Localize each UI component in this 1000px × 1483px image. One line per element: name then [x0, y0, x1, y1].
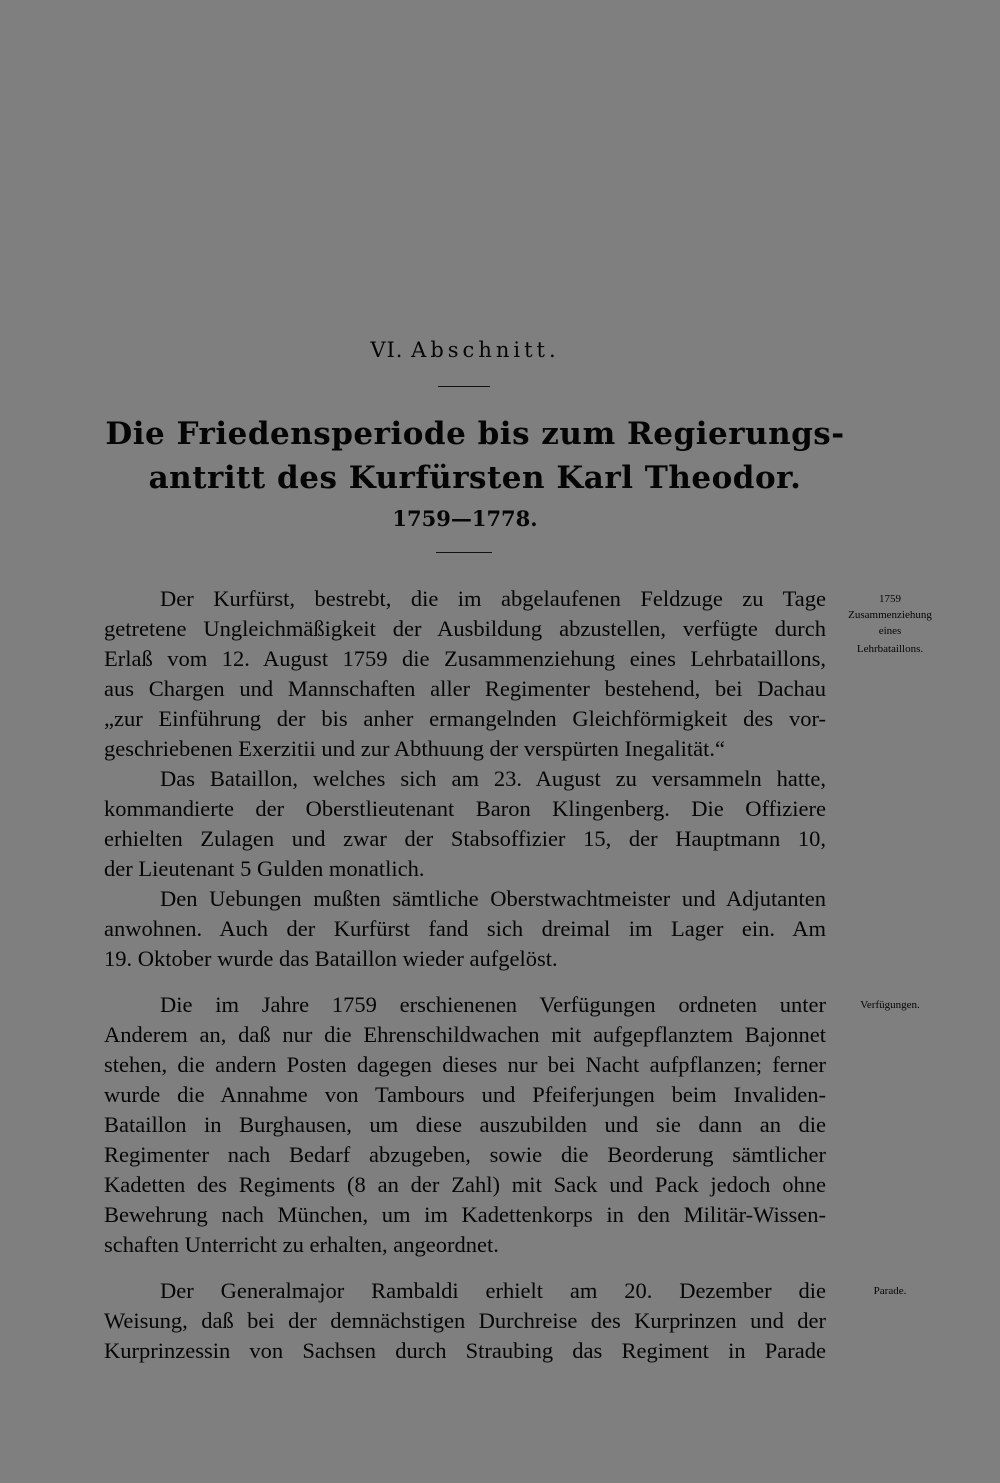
- margin-note-line: Zusammenziehung: [848, 609, 932, 621]
- margin-note-line: eines: [878, 625, 902, 637]
- margin-note-parade: Parade.: [873, 1285, 907, 1297]
- section-label: Abschnitt.: [411, 338, 560, 362]
- text-line: aus Chargen und Mannschaften aller Regimenter bestehend, bei Dachau: [104, 676, 826, 701]
- text-line: getretene Ungleichmäßigkeit der Ausbildung abzustellen, verfügte durch: [104, 616, 826, 641]
- text-line: Kadetten des Regiments (8 an der Zahl) mit Sack und Pack jedoch ohne: [104, 1172, 826, 1197]
- text-line: Erlaß vom 12. August 1759 die Zusammenziehung eines Lehrbataillons,: [104, 646, 826, 671]
- text-line: stehen, die andern Posten dagegen dieses nur bei Nacht aufpflanzen; ferner: [104, 1052, 826, 1077]
- paragraph-4: [104, 990, 826, 1260]
- chapter-title-line-2: antritt des Kurfürsten Karl Theodor.: [148, 460, 802, 496]
- text-line: Anderem an, daß nur die Ehrenschildwachen mit aufgepflanztem Bajonnet: [104, 1022, 826, 1047]
- divider-bottom: [436, 552, 492, 553]
- paragraph-2: [104, 764, 826, 884]
- text-line: Den Uebungen mußten sämtliche Oberstwachtmeister und Adjutanten: [160, 886, 826, 911]
- text-line: Bewehrung nach München, um im Kadettenkorps in den Militär-Wissen-: [104, 1202, 826, 1227]
- section-number: VI.: [370, 338, 404, 362]
- text-line: Regimenter nach Bedarf abzugeben, sowie die Beorderung sämtlicher: [104, 1142, 826, 1167]
- text-line: „zur Einführung der bis anher ermangelnden Gleichförmigkeit des vor-: [104, 706, 826, 731]
- text-line: kommandierte der Oberstlieutenant Baron Klingenberg. Die Offiziere: [104, 796, 826, 821]
- paragraph-1: [104, 584, 826, 764]
- text-line: Weisung, daß bei der demnächstigen Durchreise des Kurprinzen und der: [104, 1308, 826, 1333]
- margin-note-year: 1759: [879, 593, 901, 605]
- margin-note-lehrbataillon: [835, 589, 945, 659]
- margin-note-line: Lehrbataillons.: [856, 643, 924, 655]
- chapter-title: [60, 412, 890, 500]
- text-line: Die im Jahre 1759 erschienenen Verfügungen ordneten unter: [160, 992, 826, 1017]
- text-line: geschriebenen Exerzitii und zur Abthuung der verspürten Inegalität.“: [104, 736, 726, 761]
- text-line: der Lieutenant 5 Gulden monatlich.: [104, 856, 425, 881]
- paragraph-3: [104, 884, 826, 974]
- text-line: Bataillon in Burghausen, um diese auszubilden und sie dann an die: [104, 1112, 826, 1137]
- text-line: Der Generalmajor Rambaldi erhielt am 20. Dezember die: [160, 1278, 826, 1303]
- text-line: wurde die Annahme von Tambours und Pfeiferjungen beim Invaliden-: [104, 1082, 826, 1107]
- text-line: schaften Unterricht zu erhalten, angeordnet.: [104, 1232, 499, 1257]
- text-line: anwohnen. Auch der Kurfürst fand sich dreimal im Lager ein. Am: [104, 916, 826, 941]
- divider-top: [438, 386, 490, 387]
- chapter-title-line-1: Die Friedensperiode bis zum Regierungs-: [105, 416, 845, 452]
- text-line: Kurprinzessin von Sachsen durch Straubing das Regiment in Parade: [104, 1338, 826, 1363]
- paragraph-5: [104, 1276, 826, 1366]
- section-heading: [0, 338, 930, 362]
- margin-note-verfuegungen: Verfügungen.: [860, 999, 920, 1011]
- text-line: 19. Oktober wurde das Bataillon wieder aufgelöst.: [104, 946, 558, 971]
- chapter-years: 1759—1778.: [392, 506, 538, 531]
- text-line: erhielten Zulagen und zwar der Stabsoffizier 15, der Hauptmann 10,: [104, 826, 826, 851]
- text-line: Der Kurfürst, bestrebt, die im abgelaufenen Feldzuge zu Tage: [160, 586, 826, 611]
- text-line: Das Bataillon, welches sich am 23. August zu versammeln hatte,: [160, 766, 826, 791]
